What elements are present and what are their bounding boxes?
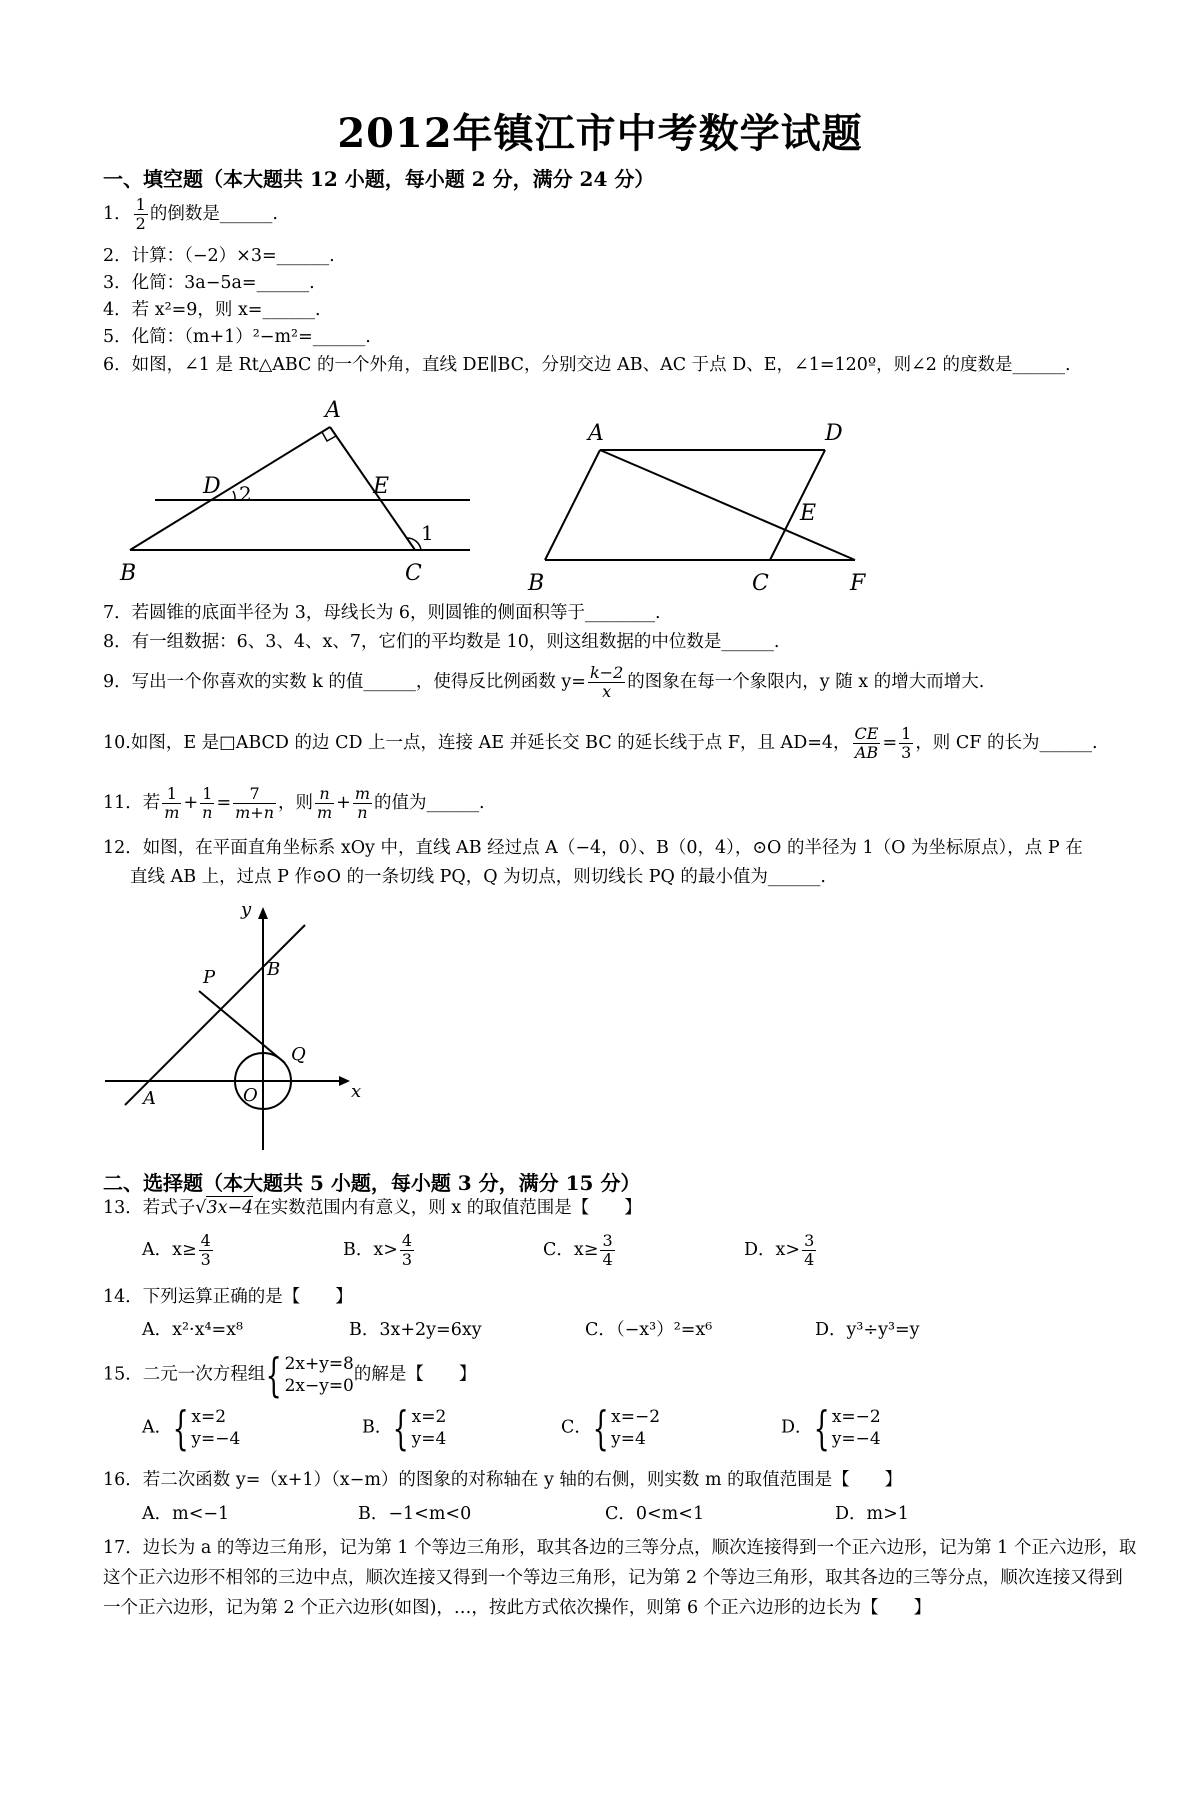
q13-option-c: [543, 1232, 617, 1269]
q13-text-pre: 13．若式子: [103, 1198, 196, 1218]
q9-frac-den: x: [602, 682, 612, 701]
fig3-label-o: O: [243, 1085, 258, 1106]
fig2-label-e: E: [800, 501, 817, 526]
q13-text-post: 在实数范围内有意义，则 x 的取值范围是【 】: [253, 1198, 642, 1218]
question-3: 3．化简：3a−5a=______.: [103, 273, 315, 293]
q10-text-post: ，则 CF 的长为______.: [915, 733, 1098, 753]
fig2-label-a: A: [588, 421, 604, 446]
brace-icon: {: [392, 1401, 410, 1455]
q15-a-label: A．: [142, 1417, 173, 1438]
brace-icon: {: [172, 1401, 189, 1455]
tangent-pq: [199, 991, 285, 1063]
q10-fraction-ce-ab: [853, 725, 881, 762]
q11-b-den: n: [202, 803, 213, 822]
q15-a1: x=2: [191, 1407, 227, 1427]
question-4: 4．若 x²=9，则 x=______.: [103, 300, 321, 320]
q9-text-pre: 9．写出一个你喜欢的实数 k 的值______，使得反比例函数 y=: [103, 672, 586, 692]
q1-frac-den: 2: [135, 214, 146, 233]
q15-d-label: D．: [781, 1417, 813, 1438]
brace-icon: {: [813, 1401, 830, 1455]
q14-option-c: C．（−x³）²=x⁶: [585, 1320, 713, 1340]
q13-a-num: 4: [200, 1231, 211, 1250]
q14-option-d: D．y³÷y³=y: [815, 1320, 920, 1340]
fig1-label-e: E: [373, 474, 390, 499]
question-9: [103, 664, 984, 701]
question-5: 5．化简：（m+1）²−m²=______.: [103, 327, 371, 347]
q11-frac-a: [162, 785, 181, 822]
question-8: 8．有一组数据：6、3、4、x、7，它们的平均数是 10，则这组数据的中位数是______.: [103, 632, 780, 652]
fig3-label-p: P: [203, 967, 216, 988]
page-title: 2012年镇江市中考数学试题: [337, 110, 863, 157]
q11-d-den: m: [317, 803, 333, 822]
q13-c-num: 3: [602, 1231, 613, 1250]
q14-option-a: A．x²·x⁴=x⁸: [142, 1320, 244, 1340]
q13-a-text: A．x≥: [142, 1240, 197, 1260]
q15-b1: x=2: [411, 1407, 447, 1427]
fig3-label-b: B: [267, 959, 281, 980]
q10-frac1-num: CE: [854, 724, 879, 743]
q15-option-c: [561, 1401, 661, 1455]
q15-system: [285, 1353, 354, 1397]
q15-d2: y=−4: [831, 1429, 881, 1449]
q11-a-den: m: [164, 803, 180, 822]
q13-option-a: [142, 1232, 215, 1269]
q9-text-post: 的图象在每一个象限内，y 随 x 的增大而增大.: [627, 672, 985, 692]
q13-b-den: 3: [401, 1250, 413, 1269]
fig2-label-d: D: [825, 421, 843, 446]
q15-option-a: [142, 1401, 241, 1455]
figure-triangle-abc: [115, 395, 480, 590]
q16-option-c: C．0<m<1: [605, 1504, 705, 1524]
q15-text-pre: 15．二元一次方程组: [103, 1364, 266, 1385]
q10-fraction-1-3: [899, 725, 913, 762]
q14-option-b: B．3x+2y=6xy: [349, 1320, 482, 1340]
q11-frac-b: [200, 785, 214, 822]
fig3-label-q: Q: [291, 1044, 306, 1065]
question-16: 16．若二次函数 y=（x+1）（x−m）的图象的对称轴在 y 轴的右侧，则实数 m 的取值范围是【 】: [103, 1470, 903, 1490]
q15-b2: y=4: [411, 1429, 447, 1449]
fig1-label-c: C: [405, 561, 422, 586]
x-axis-arrow: [339, 1076, 350, 1086]
q15-text-post: 的解是【 】: [353, 1364, 477, 1385]
q15-eq1: 2x+y=8: [284, 1354, 354, 1374]
y-axis-arrow: [258, 907, 268, 919]
question-1: [103, 196, 278, 233]
q15-c-label: C．: [561, 1417, 592, 1438]
q11-text-post: 的值为______.: [374, 793, 485, 813]
question-14: 14．下列运算正确的是【 】: [103, 1287, 353, 1307]
q15-b-label: B．: [362, 1417, 393, 1438]
q11-c-den: m+n: [235, 803, 274, 822]
q13-b-text: B．x>: [343, 1240, 398, 1260]
q10-text-pre: 10.如图，E 是□ABCD 的边 CD 上一点，连接 AE 并延长交 BC 的延长线于点 F，且 AD=4，: [103, 733, 851, 753]
q11-equals: =: [216, 793, 232, 813]
brace-icon: {: [265, 1348, 282, 1402]
fig1-label-1: 1: [421, 521, 434, 545]
question-17: 17．边长为 a 的等边三角形，记为第 1 个等边三角形，取其各边的三等分点，顺次连接得到一个正六边形，记为第 1 个正六边形，取这个正六边形不相邻的三边中点，顺次连接又得到一个等边三角形，记为第 2 个等边三角形，取其各边的三等分点，顺次连接又得到一个正六边形，记为第 2 个正六边形(如图)，…，按此方式依次操作，则第 6 个正六边形的边长为【 】: [103, 1538, 1137, 1618]
q11-c-num: 7: [233, 785, 276, 804]
question-15: [103, 1348, 477, 1402]
q13-c-text: C．x≥: [543, 1240, 599, 1260]
q11-text-mid: ，则: [278, 793, 313, 813]
q15-eq2: 2x−y=0: [284, 1376, 354, 1396]
question-6: 6．如图，∠1 是 Rt△ABC 的一个外角，直线 DE∥BC，分别交边 AB、AC 于点 D、E，∠1=120º，则∠2 的度数是______.: [103, 355, 1071, 375]
q11-e-den: n: [357, 803, 368, 822]
q16-option-a: A．m<−1: [142, 1504, 230, 1524]
question-12-line-1: 12．如图，在平面直角坐标系 xOy 中，直线 AB 经过点 A（−4，0）、B（0，4），⊙O 的半径为 1（O 为坐标原点），点 P 在: [103, 838, 1083, 858]
sqrt-sign-icon: √: [195, 1198, 207, 1218]
q1-number: 1．: [103, 204, 132, 224]
q16-option-d: D．m>1: [835, 1504, 909, 1524]
section-heading-choice: 二、选择题（本大题共 5 小题，每小题 3 分，满分 15 分）: [103, 1171, 641, 1195]
q13-d-text: D．x>: [744, 1240, 801, 1260]
q1-text: 的倒数是______.: [149, 204, 278, 224]
q1-frac-num: 1: [135, 195, 146, 214]
q13-d-den: 4: [804, 1250, 815, 1269]
q13-a-den: 3: [200, 1250, 211, 1269]
q13-c-den: 4: [602, 1250, 613, 1269]
line-ab: [125, 925, 305, 1105]
q13-d-num: 3: [804, 1231, 815, 1250]
question-2: 2．计算：（−2）×3=______.: [103, 246, 335, 266]
q11-plus-1: +: [183, 793, 199, 813]
q9-fraction: [588, 664, 625, 701]
q11-frac-d: [315, 785, 334, 822]
fig2-label-f: F: [850, 571, 866, 595]
question-13: [103, 1197, 642, 1219]
q11-b-num: 1: [200, 785, 214, 804]
question-11: [103, 785, 485, 822]
q15-c1: x=−2: [611, 1407, 661, 1427]
fig3-label-a: A: [143, 1088, 156, 1109]
q10-frac2-num: 1: [901, 724, 912, 743]
q11-e-num: m: [354, 784, 371, 803]
q15-option-b: [362, 1401, 447, 1455]
q11-frac-c: [233, 785, 276, 822]
question-7: 7．若圆锥的底面半径为 3，母线长为 6，则圆锥的侧面积等于________.: [103, 603, 661, 623]
question-10: [103, 725, 1098, 762]
q15-option-d: [781, 1401, 881, 1455]
q16-option-b: B．−1<m<0: [358, 1504, 472, 1524]
q15-a2: y=−4: [191, 1429, 241, 1449]
q11-a-num: 1: [162, 785, 181, 804]
fig1-label-a: A: [325, 398, 341, 423]
brace-icon: {: [592, 1401, 609, 1455]
line-ab: [130, 427, 330, 550]
q13-radicand: 3x−4: [206, 1198, 254, 1218]
fig1-label-2: 2: [239, 482, 252, 506]
fig1-label-b: B: [120, 561, 137, 586]
fig2-label-b: B: [528, 571, 545, 595]
fig3-label-y: y: [241, 899, 252, 920]
q13-option-d: [744, 1232, 818, 1269]
q11-frac-e: [353, 785, 372, 822]
question-12-line-2: 直线 AB 上，过点 P 作⊙O 的一条切线 PQ，Q 为切点，则切线长 PQ 的最小值为______.: [130, 867, 826, 887]
q13-option-b: [343, 1232, 416, 1269]
fig2-label-c: C: [752, 571, 769, 595]
q9-frac-num: k−2: [589, 663, 624, 682]
fig3-label-x: x: [351, 1081, 362, 1102]
fig1-label-d: D: [203, 474, 221, 499]
q11-d-num: n: [315, 785, 334, 804]
q11-plus-2: +: [336, 793, 351, 813]
q11-text-pre: 11．若: [103, 793, 161, 813]
q1-fraction: [134, 196, 148, 233]
q15-c2: y=4: [611, 1429, 646, 1449]
q13-b-num: 4: [401, 1231, 413, 1250]
section-heading-fill-in: 一、填空题（本大题共 12 小题，每小题 2 分，满分 24 分）: [103, 167, 655, 191]
figure-coordinate-tangent: [105, 895, 375, 1160]
q10-frac2-den: 3: [901, 743, 912, 762]
q15-d1: x=−2: [831, 1407, 881, 1427]
q10-equals: =: [882, 733, 898, 753]
q10-frac1-den: AB: [854, 743, 879, 762]
figure-parallelogram-abcd: [520, 410, 880, 595]
line-ab: [545, 450, 600, 560]
angle-2-arc: [233, 491, 235, 500]
